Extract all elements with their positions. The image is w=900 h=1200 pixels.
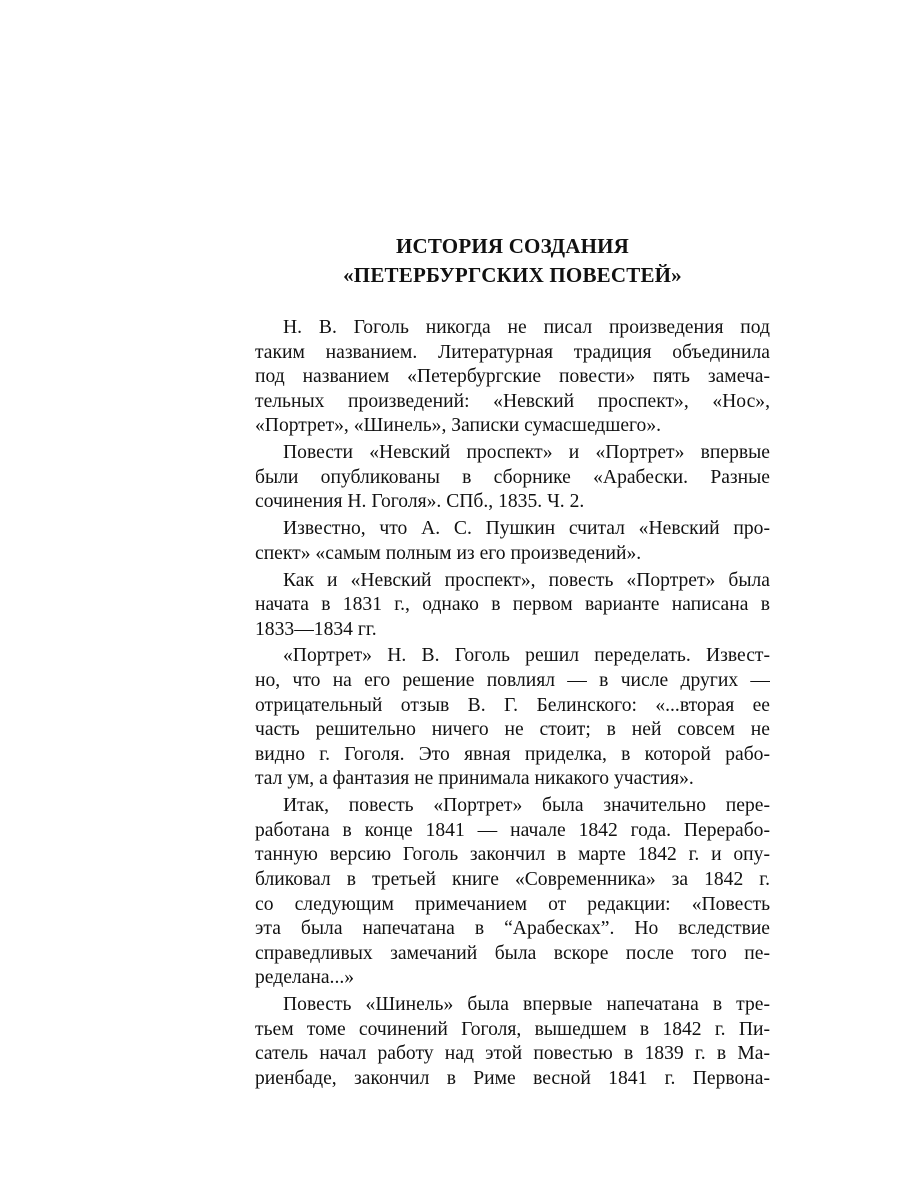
text-line: сатель начал работу над этой повестью в 1839 г. в Ма- <box>255 1043 770 1065</box>
text-line: но, что на его решение повлиял — в числе других — <box>255 670 770 692</box>
text-line: Итак, повесть «Портрет» была значительно пере- <box>283 795 770 817</box>
text-line: риенбаде, закончил в Риме весной 1841 г. Первона- <box>255 1067 770 1089</box>
text-line: тельных произведений: «Невский проспект», «Нос», <box>255 390 770 412</box>
text-line: Известно, что А. С. Пушкин считал «Невский про- <box>283 518 770 540</box>
text-line: 1833—1834 гг. <box>255 618 377 640</box>
text-line: тьем томе сочинений Гоголя, вышедшем в 1842 г. Пи- <box>255 1018 770 1040</box>
paragraph <box>255 517 770 566</box>
text-line: эта была напечатана в “Арабесках”. Но вследствие <box>255 918 770 940</box>
text-line: были опубликованы в сборнике «Арабески. Разные <box>255 466 770 488</box>
chapter-heading-line-1: ИСТОРИЯ СОЗДАНИЯ <box>395 234 630 258</box>
paragraph <box>255 794 770 991</box>
paragraph <box>255 569 770 643</box>
text-line: танную версию Гоголь закончил в марте 1842 г. и опу- <box>255 844 770 866</box>
text-line: под названием «Петербургские повести» пять замеча- <box>255 366 770 388</box>
chapter-heading <box>255 232 770 290</box>
body-text <box>255 316 770 1092</box>
text-line: ределана...» <box>255 967 355 989</box>
text-line: со следующим примечанием от редакции: «Повесть <box>255 893 770 915</box>
text-line: работана в конце 1841 — начале 1842 года. Перерабо- <box>255 819 770 841</box>
text-line: Н. В. Гоголь никогда не писал произведения под <box>283 317 770 338</box>
text-line: видно г. Гоголя. Это явная приделка, в которой рабо- <box>255 743 770 765</box>
paragraph <box>255 441 770 515</box>
text-line: начата в 1831 г., однако в первом варианте написана в <box>255 594 770 616</box>
text-line: Повесть «Шинель» была впервые напечатана в тре- <box>283 994 770 1016</box>
text-line: Как и «Невский проспект», повесть «Портрет» была <box>283 569 770 591</box>
text-line: сочинения Н. Гоголя». СПб., 1835. Ч. 2. <box>255 491 585 513</box>
paragraph <box>255 644 770 792</box>
text-line: «Портрет», «Шинель», Записки сумасшедшего». <box>255 415 662 437</box>
text-line: «Портрет» Н. В. Гоголь решил переделать. Извест- <box>283 645 770 667</box>
text-line: справедливых замечаний была вскоре после того пе- <box>255 942 770 964</box>
text-line: спект» «самым полным из его произведений». <box>255 542 642 564</box>
paragraph <box>255 316 770 439</box>
paragraph <box>255 993 770 1091</box>
chapter-heading-line-2: «ПЕТЕРБУРГСКИХ ПОВЕСТЕЙ» <box>343 263 682 287</box>
text-line: часть решительно ничего не стоит; в ней совсем не <box>255 719 770 741</box>
text-line: отрицательный отзыв В. Г. Белинского: «...вторая ее <box>255 694 770 716</box>
text-line: тал ум, а фантазия не принимала никакого участия». <box>255 768 694 790</box>
text-line: таким названием. Литературная традиция объединила <box>255 341 770 363</box>
text-line: Повести «Невский проспект» и «Портрет» впервые <box>283 442 770 464</box>
text-line: бликовал в третьей книге «Современника» за 1842 г. <box>255 869 770 890</box>
